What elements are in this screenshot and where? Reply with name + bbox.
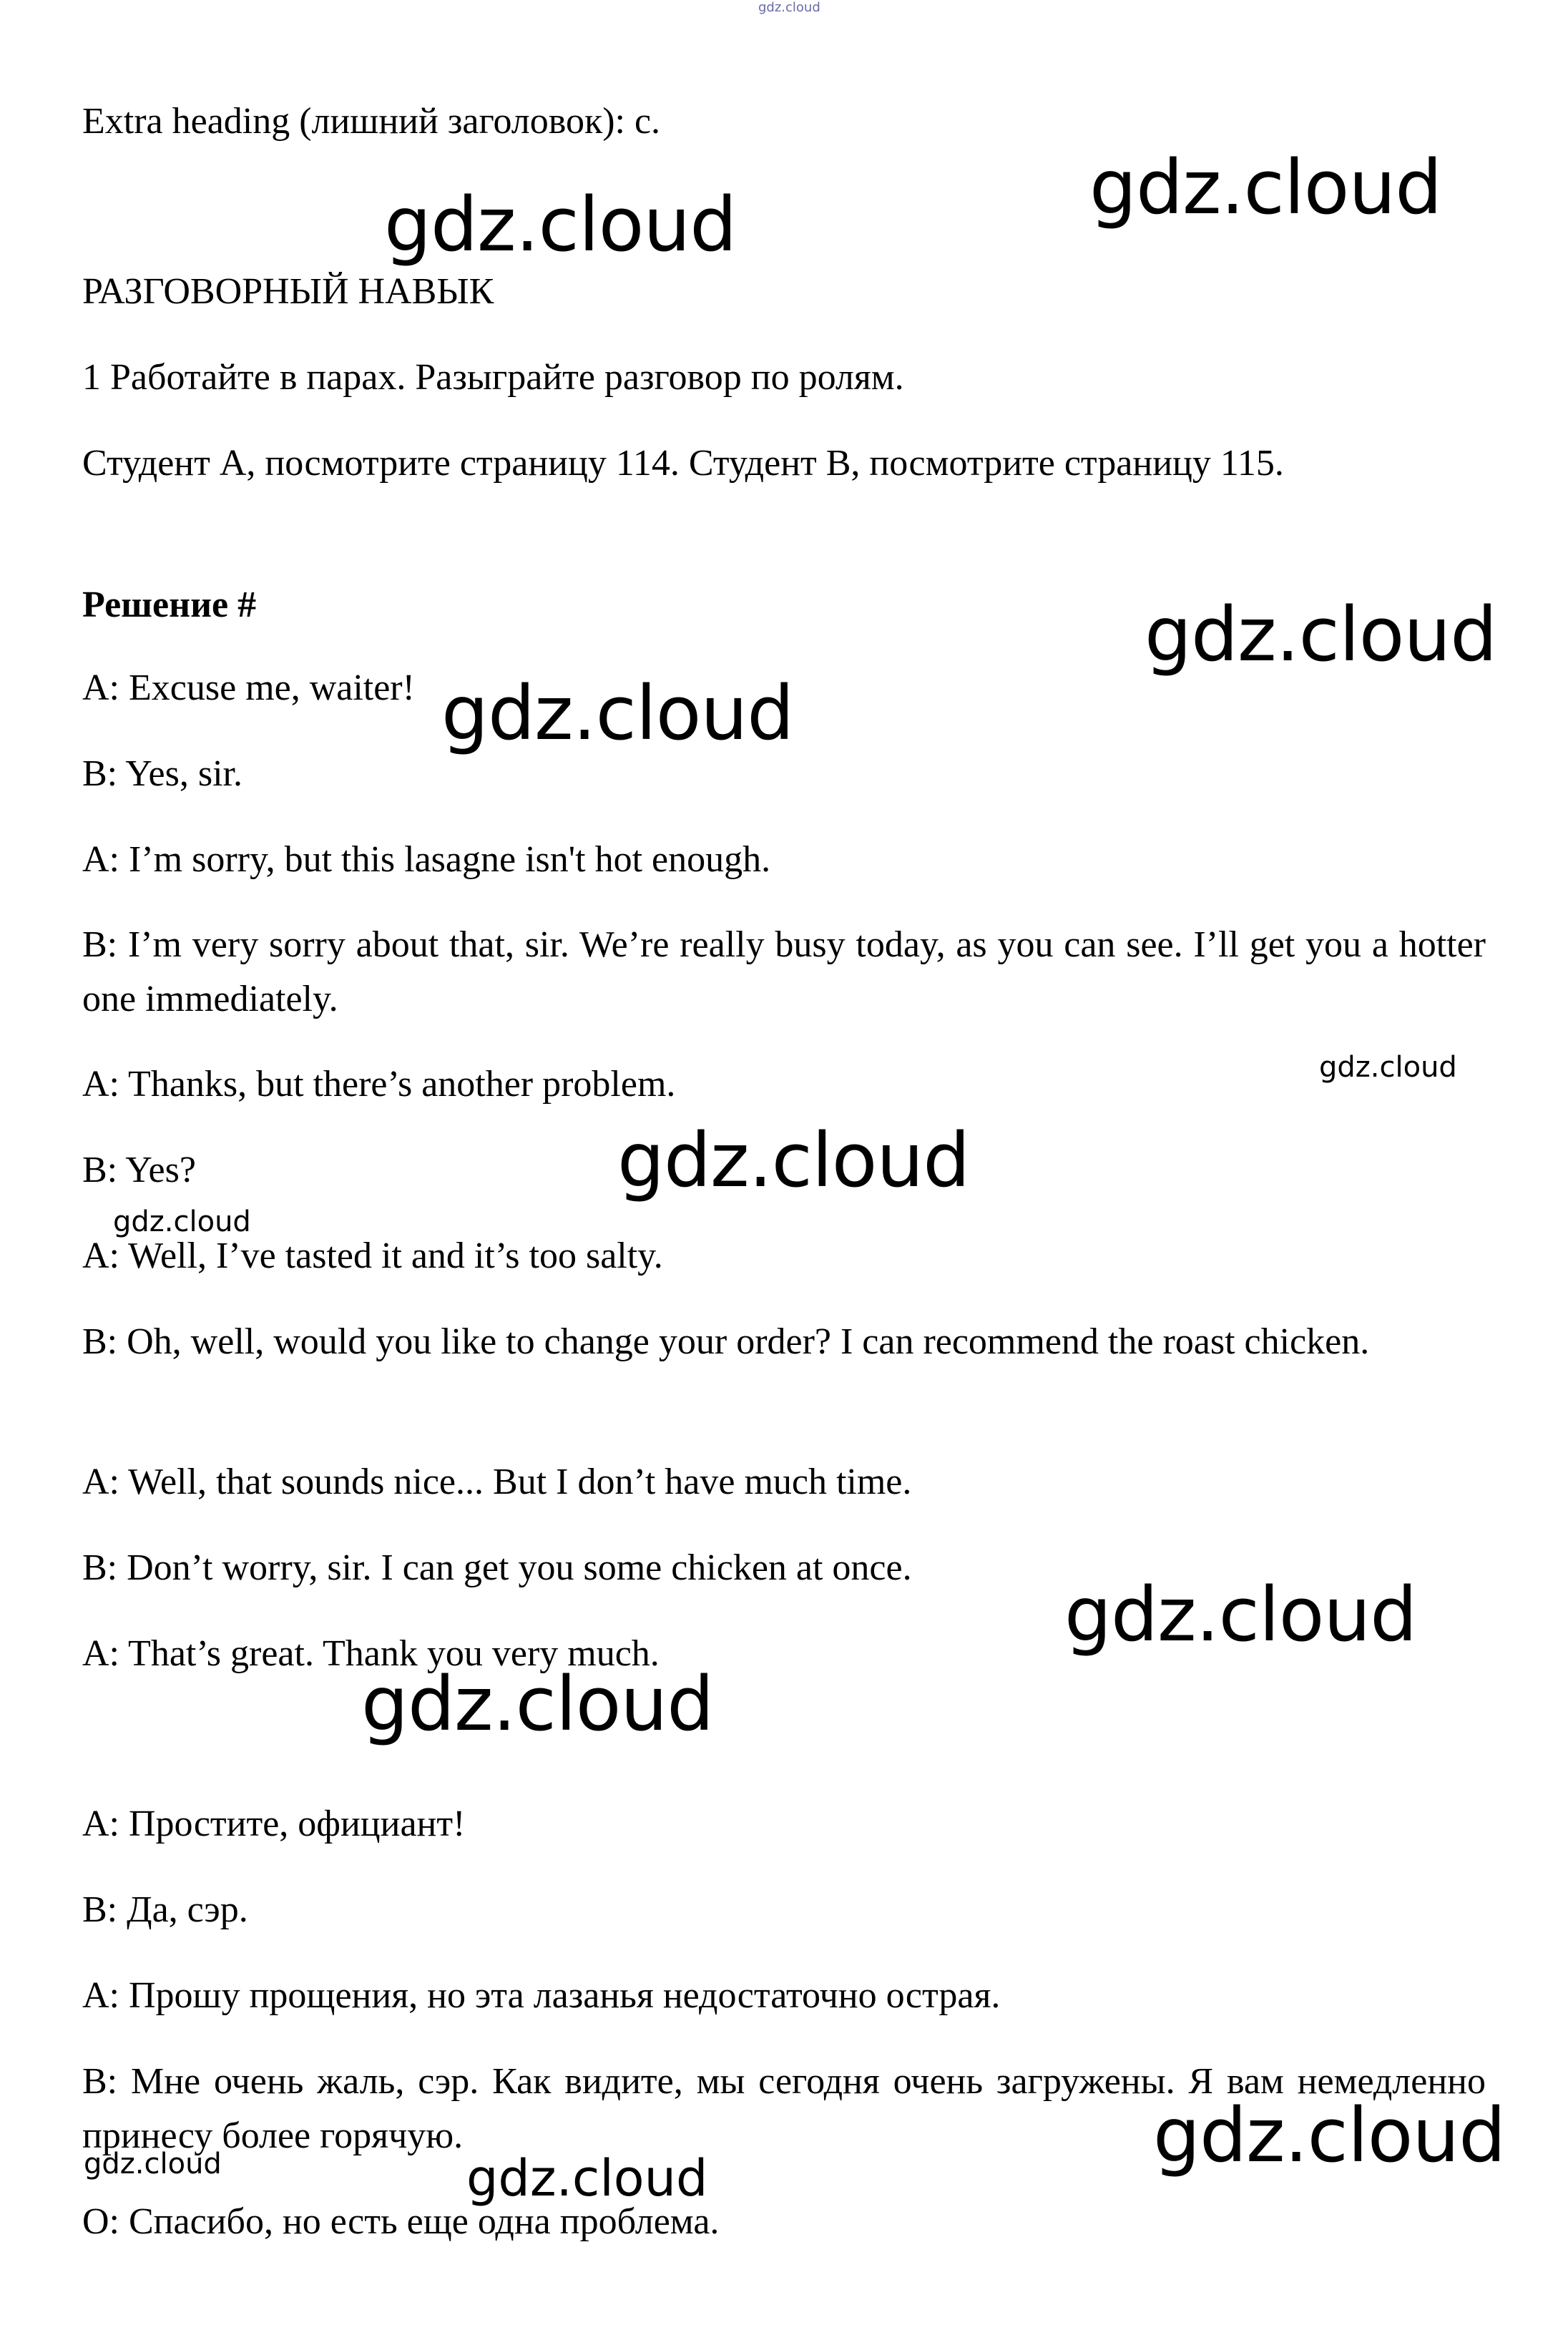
section-title: РАЗГОВОРНЫЙ НАВЫК (82, 271, 494, 312)
translation-line: B: Мне очень жаль, сэр. Как видите, мы сегодня очень загружены. Я вам немедленно принесу более горячую. (82, 2061, 1486, 2156)
header-watermark: gdz.cloud (758, 0, 820, 15)
watermark: gdz.cloud (361, 1660, 714, 1748)
dialogue-line: A: Excuse me, waiter! (82, 667, 415, 708)
solution-title: Решение # (82, 584, 257, 625)
watermark: gdz.cloud (1145, 591, 1497, 678)
dialogue-line: A: That’s great. Thank you very much. (82, 1633, 660, 1674)
translation-line: A: Простите, официант! (82, 1803, 466, 1844)
dialogue-line: A: Well, I’ve tasted it and it’s too salty. (82, 1235, 663, 1276)
watermark: gdz.cloud (1319, 1051, 1457, 1084)
dialogue-line: A: Well, that sounds nice... But I don’t have much time. (82, 1462, 912, 1502)
dialogue-line: B: Oh, well, would you like to change your order? I can recommend the roast chicken. (82, 1321, 1370, 1362)
task-line-1: 1 Работайте в парах. Разыграйте разговор по ролям. (82, 357, 904, 398)
extra-heading: Extra heading (лишний заголовок): c. (82, 101, 661, 142)
dialogue-line: A: I’m sorry, but this lasagne isn't hot enough. (82, 839, 771, 880)
watermark: gdz.cloud (84, 2148, 222, 2180)
dialogue-line: B: Yes, sir. (82, 753, 242, 794)
translation-line: O: Спасибо, но есть еще одна проблема. (82, 2201, 720, 2242)
watermark: gdz.cloud (441, 670, 794, 757)
task-line-2: Студент A, посмотрите страницу 114. Студент B, посмотрите страницу 115. (82, 443, 1284, 484)
translation-line: B: Да, сэр. (82, 1889, 248, 1930)
dialogue-line: A: Thanks, but there’s another problem. (82, 1064, 676, 1105)
watermark: gdz.cloud (113, 1205, 251, 1238)
watermark: gdz.cloud (1089, 144, 1442, 231)
dialogue-line: B: I’m very sorry about that, sir. We’re really busy today, as you can see. I’ll get you a hotter one immediately. (82, 924, 1486, 1019)
watermark: gdz.cloud (1153, 2092, 1506, 2179)
watermark: gdz.cloud (617, 1117, 970, 1204)
watermark: gdz.cloud (384, 181, 737, 268)
translation-line: A: Прошу прощения, но эта лазанья недостаточно острая. (82, 1975, 1001, 2016)
dialogue-line: B: Yes? (82, 1150, 196, 1190)
watermark: gdz.cloud (1064, 1571, 1417, 1658)
watermark: gdz.cloud (466, 2149, 708, 2208)
dialogue-line: B: Don’t worry, sir. I can get you some chicken at once. (82, 1547, 912, 1588)
